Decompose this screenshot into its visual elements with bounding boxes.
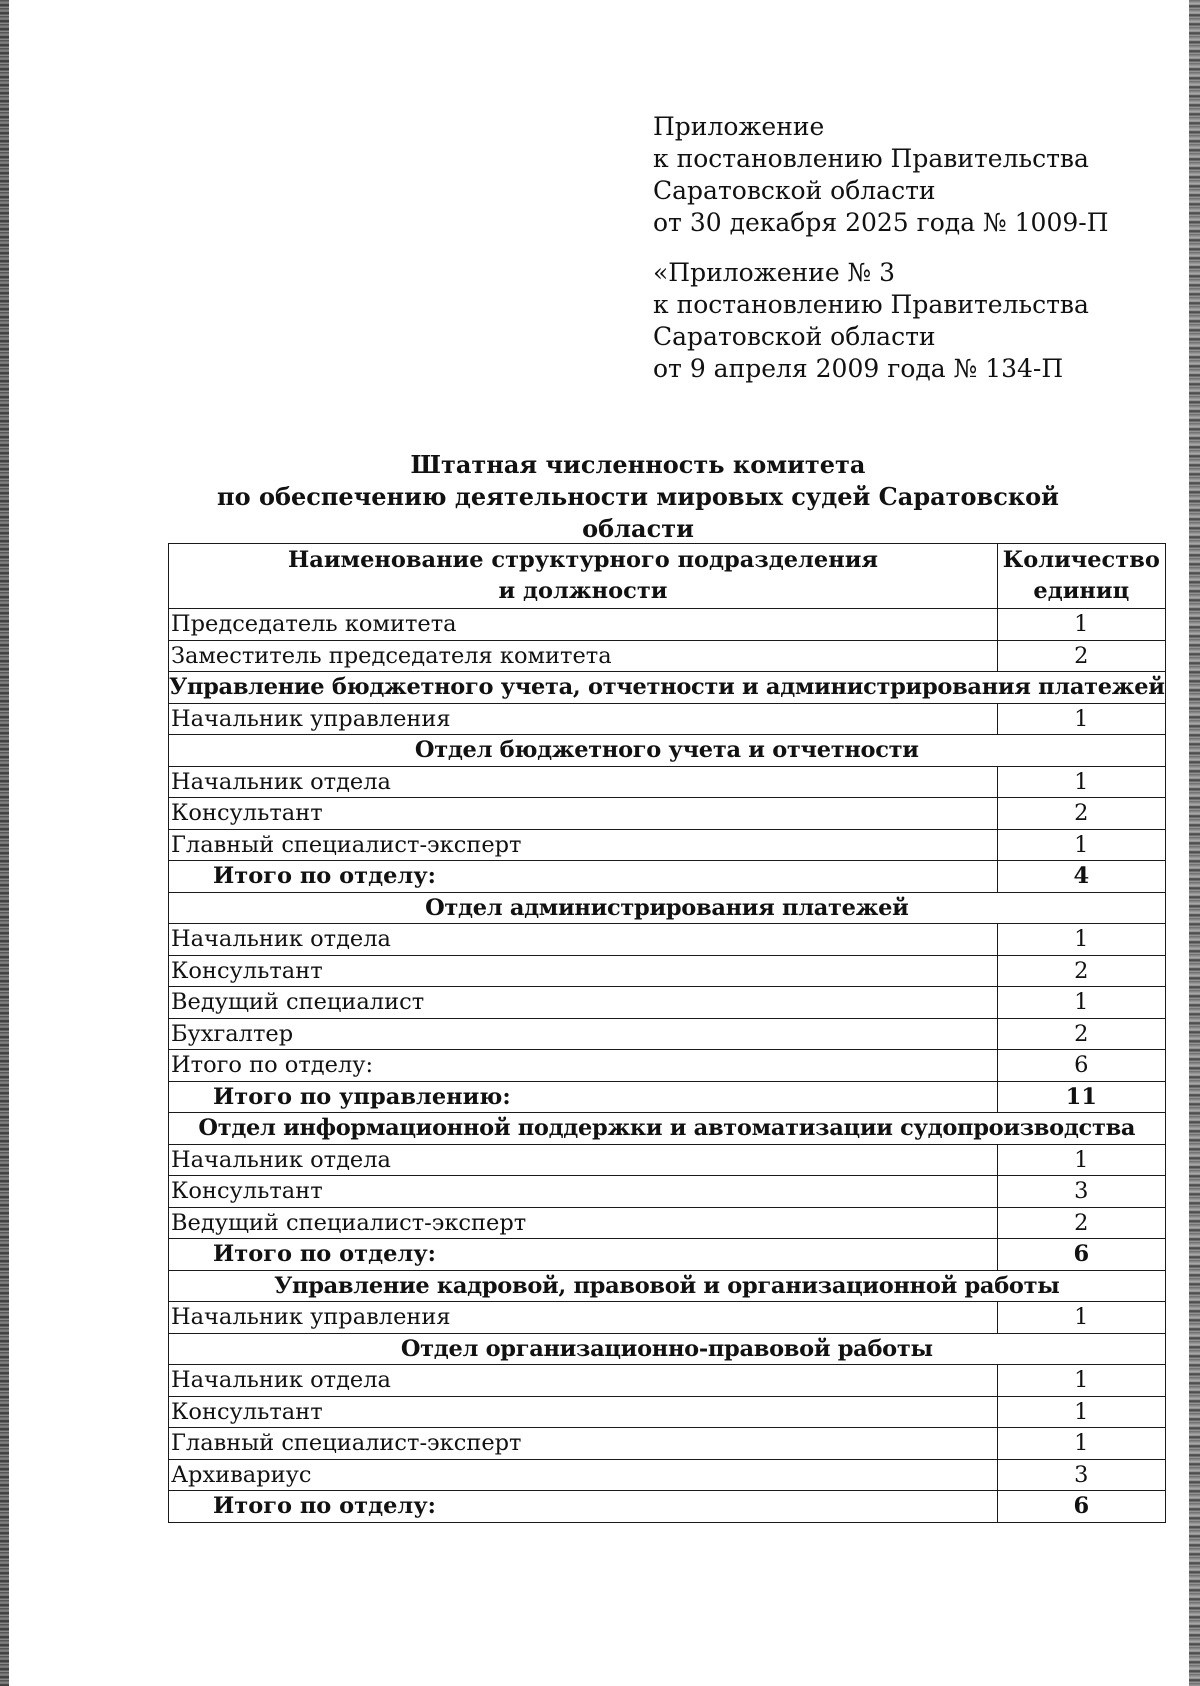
table-row xyxy=(169,766,1166,798)
table-row xyxy=(169,1050,1166,1082)
appendix-line: Саратовской области xyxy=(653,176,936,205)
position-name: Итого по отделу: xyxy=(169,1239,998,1271)
position-name: Главный специалист-эксперт xyxy=(169,1428,998,1460)
table-row xyxy=(169,829,1166,861)
title-line-2: по обеспечению деятельности мировых судей Саратовской области xyxy=(217,482,1059,543)
table-row xyxy=(169,703,1166,735)
position-count: 3 xyxy=(998,1176,1166,1208)
title-line-1: Штатная численность комитета xyxy=(410,450,866,479)
section-title: Отдел информационной поддержки и автоматизации судопроизводства xyxy=(169,1113,1166,1145)
position-name: Итого по управлению: xyxy=(169,1081,998,1113)
position-count: 2 xyxy=(998,798,1166,830)
position-name: Консультант xyxy=(169,1396,998,1428)
header-name-line-2: и должности xyxy=(498,578,668,604)
position-count: 1 xyxy=(998,987,1166,1019)
table-header-row xyxy=(169,544,1166,609)
appendix-line: «Приложение № 3 xyxy=(653,258,896,287)
table-row xyxy=(169,640,1166,672)
section-title: Управление бюджетного учета, отчетности и администрирования платежей xyxy=(169,672,1166,704)
table-row xyxy=(169,1428,1166,1460)
table-row xyxy=(169,1207,1166,1239)
appendix-line: к постановлению Правительства xyxy=(653,144,1089,173)
appendix-line: Саратовской области xyxy=(653,322,936,351)
position-name: Начальник отдела xyxy=(169,1144,998,1176)
position-name: Начальник отдела xyxy=(169,1365,998,1397)
table-row xyxy=(169,987,1166,1019)
section-row xyxy=(169,672,1166,704)
position-count: 1 xyxy=(998,1302,1166,1334)
position-name: Архивариус xyxy=(169,1459,998,1491)
table-row xyxy=(169,924,1166,956)
position-count: 1 xyxy=(998,1396,1166,1428)
appendix-line: к постановлению Правительства xyxy=(653,290,1089,319)
position-name: Консультант xyxy=(169,798,998,830)
table-row xyxy=(169,1396,1166,1428)
position-count: 1 xyxy=(998,829,1166,861)
position-name: Заместитель председателя комитета xyxy=(169,640,998,672)
appendix-line: от 30 декабря 2025 года № 1009-П xyxy=(653,208,1109,237)
position-name: Бухгалтер xyxy=(169,1018,998,1050)
position-count: 1 xyxy=(998,1428,1166,1460)
position-count: 4 xyxy=(998,861,1166,893)
position-name: Консультант xyxy=(169,1176,998,1208)
scan-edge-left xyxy=(0,0,9,1686)
table-body xyxy=(169,609,1166,1523)
position-name: Председатель комитета xyxy=(169,609,998,641)
position-name: Итого по отделу: xyxy=(169,1491,998,1523)
appendix-reference xyxy=(653,111,1173,239)
position-name: Начальник отдела xyxy=(169,766,998,798)
position-name: Начальник отдела xyxy=(169,924,998,956)
section-row xyxy=(169,1113,1166,1145)
position-count: 3 xyxy=(998,1459,1166,1491)
position-name: Консультант xyxy=(169,955,998,987)
table-row xyxy=(169,1302,1166,1334)
position-count: 2 xyxy=(998,1018,1166,1050)
position-count: 2 xyxy=(998,955,1166,987)
header-name xyxy=(169,544,998,609)
table-row xyxy=(169,1144,1166,1176)
table-row xyxy=(169,1018,1166,1050)
table-row xyxy=(169,1365,1166,1397)
total-row xyxy=(169,1491,1166,1523)
position-name: Ведущий специалист-эксперт xyxy=(169,1207,998,1239)
staff-table xyxy=(168,543,1166,1523)
section-row xyxy=(169,892,1166,924)
position-count: 1 xyxy=(998,924,1166,956)
position-name: Главный специалист-эксперт xyxy=(169,829,998,861)
table-row xyxy=(169,1459,1166,1491)
position-count: 11 xyxy=(998,1081,1166,1113)
table-row xyxy=(169,1176,1166,1208)
appendix-line: Приложение xyxy=(653,112,825,141)
section-row xyxy=(169,1333,1166,1365)
position-count: 1 xyxy=(998,1365,1166,1397)
appendix-line: от 9 апреля 2009 года № 134-П xyxy=(653,354,1064,383)
section-title: Управление кадровой, правовой и организационной работы xyxy=(169,1270,1166,1302)
header-count-line-2: единиц xyxy=(1033,578,1130,604)
table-row xyxy=(169,798,1166,830)
section-row xyxy=(169,1270,1166,1302)
position-count: 1 xyxy=(998,703,1166,735)
header-count-line-1: Количество xyxy=(1002,547,1160,573)
total-row xyxy=(169,1081,1166,1113)
header-count xyxy=(998,544,1166,609)
position-name: Итого по отделу: xyxy=(169,1050,998,1082)
position-count: 1 xyxy=(998,609,1166,641)
section-row xyxy=(169,735,1166,767)
position-count: 1 xyxy=(998,1144,1166,1176)
header-name-line-1: Наименование структурного подразделения xyxy=(288,547,878,573)
total-row xyxy=(169,1239,1166,1271)
position-count: 1 xyxy=(998,766,1166,798)
position-count: 6 xyxy=(998,1050,1166,1082)
section-title: Отдел бюджетного учета и отчетности xyxy=(169,735,1166,767)
position-count: 6 xyxy=(998,1491,1166,1523)
total-row xyxy=(169,861,1166,893)
section-title: Отдел организационно-правовой работы xyxy=(169,1333,1166,1365)
position-count: 6 xyxy=(998,1239,1166,1271)
position-name: Ведущий специалист xyxy=(169,987,998,1019)
document-title xyxy=(168,449,1108,545)
table-row xyxy=(169,609,1166,641)
section-title: Отдел администрирования платежей xyxy=(169,892,1166,924)
position-count: 2 xyxy=(998,1207,1166,1239)
position-name: Начальник управления xyxy=(169,703,998,735)
position-name: Итого по отделу: xyxy=(169,861,998,893)
position-name: Начальник управления xyxy=(169,1302,998,1334)
appendix-original-reference xyxy=(653,257,1173,385)
table-row xyxy=(169,955,1166,987)
position-count: 2 xyxy=(998,640,1166,672)
scan-edge-right xyxy=(1189,0,1200,1686)
